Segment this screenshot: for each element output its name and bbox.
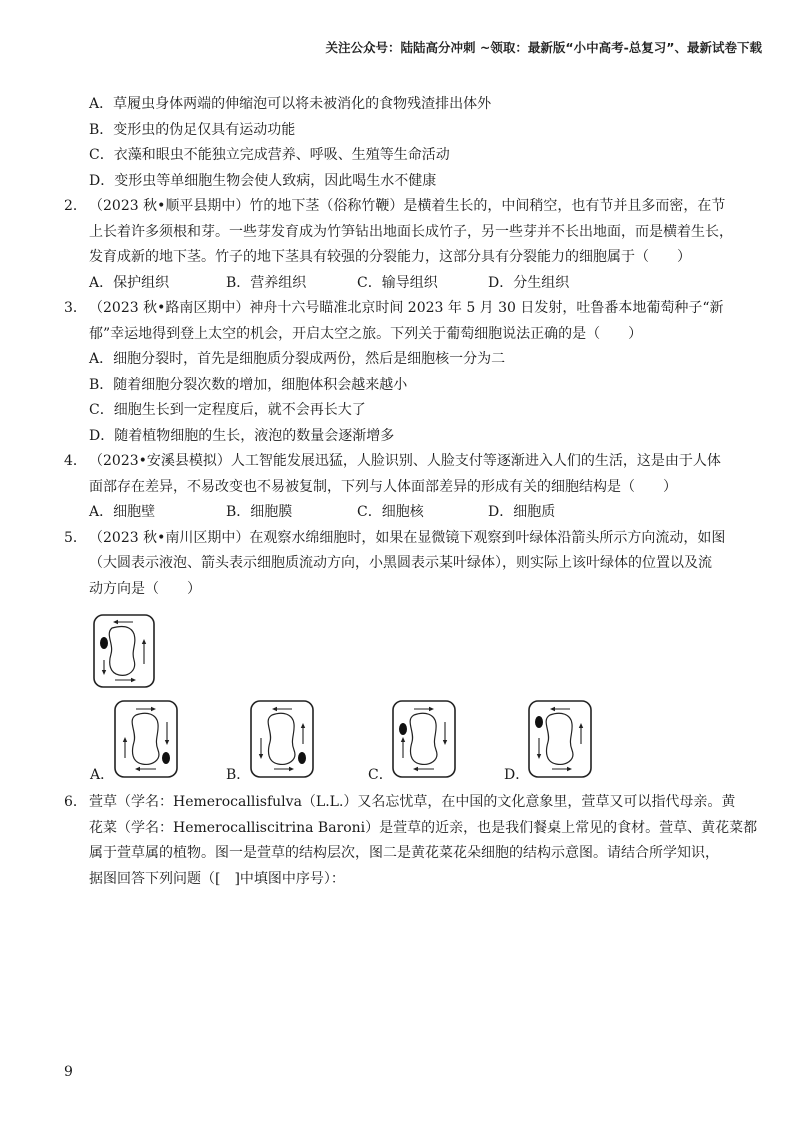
q2-option-b: B．营养组织 (226, 274, 307, 291)
q2-option-a: A．保护组织 (89, 274, 170, 291)
option-b-cell-diagram (250, 700, 314, 778)
q4-stem-line2: 面部存在差异，不易改变也不易被复制，下列与人体面部差异的形成有关的细胞结构是（ ） (89, 478, 677, 495)
q4-stem-line1: 4． （2023•安溪县模拟）人工智能发展迅猛，人脸识别、人脸支付等逐渐进入人们的生活，这是由于人体 (64, 449, 764, 475)
q4-option-b: B．细胞膜 (226, 504, 293, 520)
exam-content (64, 92, 764, 892)
q6-stem-line3: 属于萱草属的植物。图一是萱草的结构层次，图二是黄花菜花朵细胞的结构示意图。请结合所学知识， (89, 845, 719, 861)
q1-option-c: C．衣藻和眼虫不能独立完成营养、呼吸、生殖等生命活动 (89, 147, 450, 163)
q5-option-c-label: C． (368, 767, 393, 783)
q5-option-d-label: D． (504, 767, 530, 783)
q1-option-b: B．变形虫的伪足仅具有运动功能 (89, 121, 296, 138)
q6-stem-line1: 6． 萱草（学名：Hemerocallisfulva（L.L.）又名忘忧草，在中国的文化意象里，萱草又可以指代母亲。黄 (64, 790, 764, 816)
q2-option-c: C．输导组织 (357, 274, 438, 291)
q2-stem-line3: 发育成新的地下茎。竹子的地下茎具有较强的分裂能力，这部分具有分裂能力的细胞属于（ ） (89, 249, 691, 265)
q4-number: 4． (64, 453, 87, 469)
q5-option-b-label: B． (226, 767, 251, 783)
q5-stem-line1: 5． （2023 秋•南川区期中）在观察水绵细胞时，如果在显微镜下观察到叶绿体沿箭头所示方向流动，如图 (64, 526, 764, 552)
q4-option-c: C．细胞核 (357, 504, 424, 520)
q2-number: 2． (64, 198, 87, 214)
q3-option-b: B．随着细胞分裂次数的增加，细胞体积会越来越小 (89, 376, 408, 393)
option-c-cell-diagram (392, 700, 456, 778)
q6-stem-line4: 据图回答下列问题（[ ]中填图中序号）： (89, 870, 345, 887)
page-header: 关注公众号：陆陆高分冲刺 ~领取：最新版“小中高考-总复习”、最新试卷下载 (325, 40, 762, 55)
q3-stem-line2: 郁”幸运地得到登上太空的机会，开启太空之旅。下列关于葡萄细胞说法正确的是（ ） (89, 325, 643, 342)
observed-cell-diagram (93, 614, 155, 688)
q5-stem-line3: 动方向是（ ） (89, 580, 201, 597)
q5-stem-line2: （大圆表示液泡、箭头表示细胞质流动方向，小黑圆表示某叶绿体），则实际上该叶绿体的位置以及流 (89, 555, 712, 571)
q4-option-a: A．细胞壁 (89, 504, 156, 520)
q2-stem-line2: 上长着许多须根和芽。一些芽发育成为竹笋钻出地面长成竹子，另一些芽并不长出地面，而是横着生长， (89, 223, 733, 240)
q6-stem-line2: 花菜（学名：Hemerocalliscitrina Baroni）是萱草的近亲，也是我们餐桌上常见的食材。萱草、黄花菜都 (89, 819, 758, 836)
option-d-cell-diagram (528, 700, 592, 778)
q3-option-a: A．细胞分裂时，首先是细胞质分裂成两份，然后是细胞核一分为二 (89, 351, 506, 367)
q2-options (64, 271, 764, 297)
q2-stem-line1: 2． （2023 秋•顺平县期中）竹的地下茎（俗称竹鞭）是横着生长的，中间稍空，也有节并且多而密，在节 (64, 194, 764, 220)
q5-figure (90, 614, 764, 790)
q1-option-a: A．草履虫身体两端的伸缩泡可以将未被消化的食物残渣排出体外 (89, 96, 492, 112)
page-number: 9 (64, 1064, 73, 1080)
q4-option-d: D．细胞质 (488, 504, 556, 520)
q6-number: 6． (64, 794, 87, 810)
q3-number: 3． (64, 300, 87, 316)
q3-option-d: D．随着植物细胞的生长，液泡的数量会逐渐增多 (89, 427, 395, 444)
q3-stem-line1: 3． （2023 秋•路南区期中）神舟十六号瞄准北京时间 2023 年 5 月 30 日发射，吐鲁番本地葡萄种子“新 (64, 296, 764, 322)
option-a-cell-diagram (114, 700, 178, 778)
q5-number: 5． (64, 529, 87, 546)
q4-options (64, 500, 764, 526)
q3-option-c: C．细胞生长到一定程度后，就不会再长大了 (89, 402, 366, 418)
q2-option-d: D．分生组织 (488, 274, 570, 291)
q5-option-a-label: A． (90, 767, 115, 783)
q1-option-d: D．变形虫等单细胞生物会使人致病，因此喝生水不健康 (89, 172, 437, 189)
